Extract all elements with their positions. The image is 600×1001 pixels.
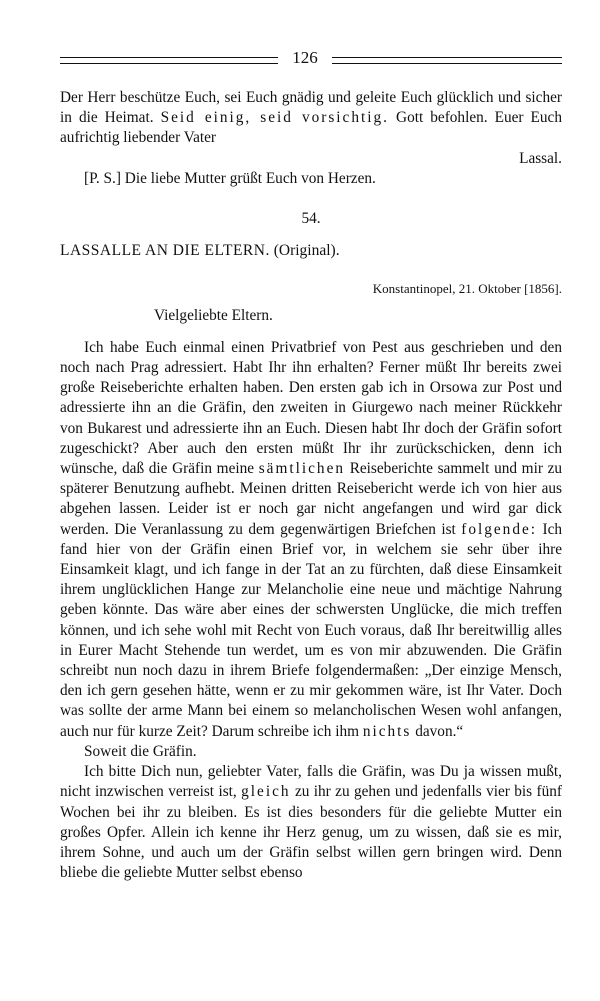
p3-spaced: gleich bbox=[241, 783, 291, 801]
p1-spaced-2: folgende: bbox=[461, 520, 538, 538]
page-number: 126 bbox=[292, 48, 318, 67]
signature: Lassal. bbox=[519, 149, 562, 167]
p1-text-a: Ich habe Euch einmal einen Privatbrief von Pest aus geschrieben und den noch nach Prag adressiert. Habt Ihr ihn erhalten? Ferner müßt Ihr bereits zwei große Reiseberichte erhalten haben. Den ersten gab ich in Orsowa zur Post und adressierte ihn an die Gräfin, den zweiten in Giurgewo nach meiner Rückkehr von Bukarest und adressierte ihn an Euch. Diesen habt Ihr doch der Gräfin sofort zugeschickt? Aber auch den ersten müßt Ihr ihr zurückschicken, denn ich wünsche, daß die Gräfin meine bbox=[60, 338, 562, 478]
letter-number: 54. bbox=[301, 210, 321, 228]
header-rule-left bbox=[60, 57, 278, 64]
page-header bbox=[60, 47, 562, 71]
letter-heading-note: (Original). bbox=[273, 242, 340, 260]
postscript: [P. S.] Die liebe Mutter grüßt Euch von Herzen. bbox=[84, 169, 376, 187]
p3-text-a: Ich bitte Dich nun, geliebter Vater, falls die Gräfin, was Du ja wissen mußt, nicht inzwischen verreist ist, bbox=[60, 763, 562, 801]
salutation: Vielgeliebte Eltern. bbox=[154, 306, 273, 324]
paragraph-2: Soweit die Gräfin. bbox=[84, 742, 197, 760]
paragraph-1 bbox=[60, 338, 562, 742]
letter-heading-title: LASSALLE AN DIE ELTERN. bbox=[60, 242, 270, 260]
paragraph-3 bbox=[60, 762, 562, 883]
p1-text-b: Reiseberichte sammelt und mir zu späterer Benutzung aufhebt. Meinen dritten Reisebericht werde ich von hier aus abgehen lassen. Leider ist er noch gar nicht angefangen und wird gar dick werden. Die Veranlassung zu dem gegenwärtigen Briefchen ist bbox=[60, 460, 563, 538]
p1-text-d: davon.“ bbox=[415, 722, 464, 740]
p1-spaced-1: sämtlichen bbox=[258, 460, 346, 478]
page-body bbox=[60, 88, 562, 883]
p1-text-c: Ich fand hier von der Gräfin einen Brief vor, in welchem sie sehr über ihre Einsamkeit klagt, und ich fange in der Tat an zu fürchten, daß diese Einsamkeit ihrem unglücklichen Hange zur Melancholie eine neue und mächtige Nahrung geben könnte. Das wäre aber eines der schwersten Unglücke, die mich treffen können, und ich sehe wohl mit Recht von Euch voraus, daß Ihr bereitwillig alles in Eurer Macht Stehende tun werdet, um es von mir abzuwenden. Die Gräfin schreibt nun noch dazu in ihrem Briefe folgendermaßen: „Der einzige Mensch, den ich gern gesehen hätte, wenn er zu mir gekommen wäre, ist Ihr Vater. Doch was sollte der arme Mann bei einem so melancholischen Wesen wohl anfangen, auch nur für kurze Zeit? Darum schreibe ich ihm bbox=[60, 520, 563, 740]
dateline: Konstantinopel, 21. Oktober [1856]. bbox=[372, 281, 562, 297]
closing-text-2: Gott befohlen. Euer Euch aufrichtig liebender Vater bbox=[60, 109, 562, 147]
header-rule-right bbox=[332, 57, 562, 64]
letter-heading bbox=[60, 241, 562, 261]
closing-paragraph bbox=[60, 88, 562, 149]
p1-spaced-3: nichts bbox=[362, 722, 412, 740]
p3-text-b: zu ihr zu gehen und jedenfalls vier bis fünf Wochen bei ihr zu bleiben. Es ist dies besonders für die geliebte Mutter ein großes Opfer. Allein ich kenne ihr Herz genug, um zu wissen, daß sie es mir, ihrem Sohne, und auch um der Gräfin selbst willen gern bringen wird. Denn bliebe die geliebte Mutter selbst ebenso bbox=[60, 783, 563, 882]
closing-text-1: Der Herr beschütze Euch, sei Euch gnädig und geleite Euch glücklich und sicher in die Heimat. bbox=[60, 89, 562, 127]
closing-spaced-text: Seid einig, seid vorsichtig. bbox=[160, 109, 389, 127]
